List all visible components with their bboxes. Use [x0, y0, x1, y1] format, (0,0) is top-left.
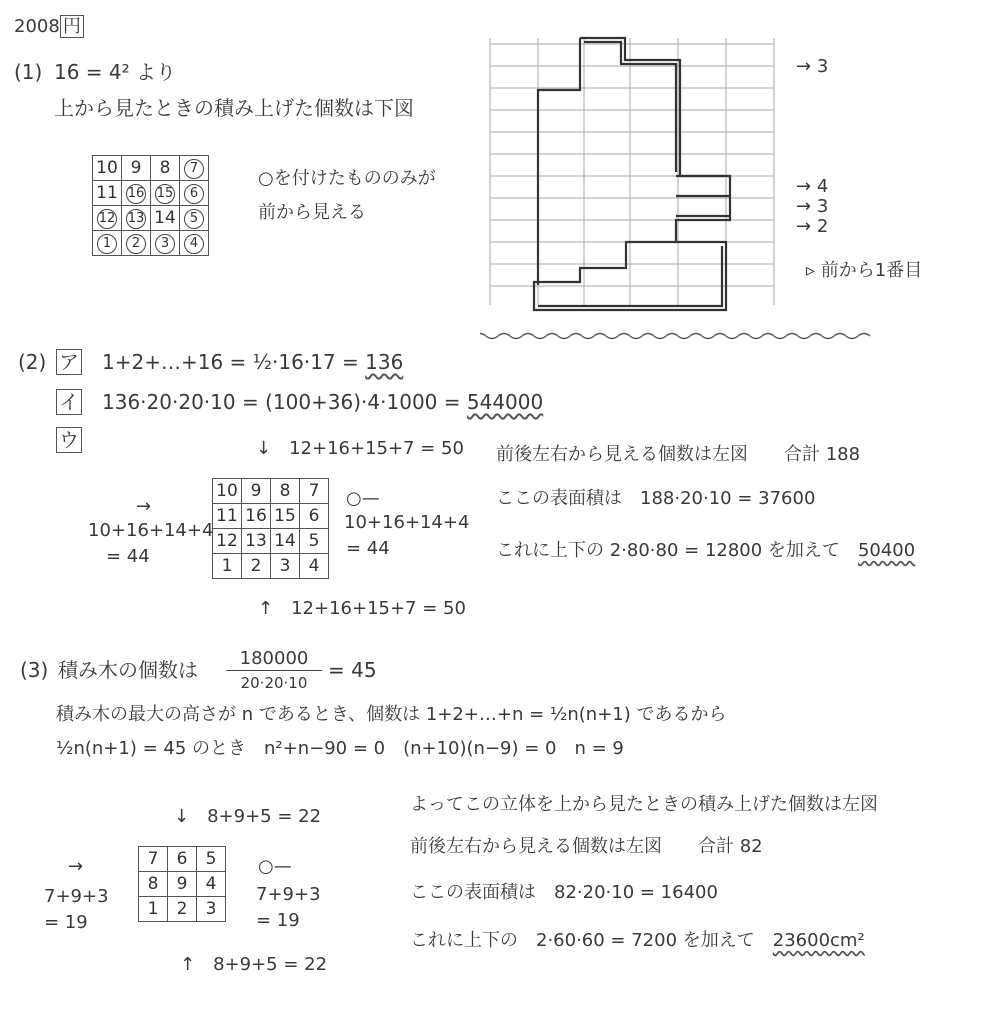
grid-cell — [122, 181, 151, 206]
grid-cell: 8 — [271, 479, 300, 504]
arrow-label-row2: → 4 — [796, 176, 829, 197]
q3-left-arrow: → — [68, 856, 84, 877]
circled-number: 4 — [184, 234, 204, 254]
q1-note-1: ○を付けたもののみが — [258, 168, 436, 189]
grid-cell: 13 — [242, 529, 271, 554]
q2-number: (2) — [18, 350, 47, 374]
q2-right-line-3: これに上下の 2·80·80 = 12800 を加えて 50400 — [496, 540, 916, 561]
circled-number: 13 — [126, 209, 146, 229]
grid-cell — [180, 206, 209, 231]
arrow-label-row4: → 2 — [796, 216, 829, 237]
q3-final-answer: 23600cm² — [772, 930, 865, 951]
grid-cell: 4 — [300, 554, 329, 579]
header-year: 2008 円 — [14, 18, 84, 36]
grid-cell: 8 — [151, 156, 180, 181]
q3-fraction-num: 180000 — [226, 650, 322, 671]
grid-cell: 11 — [213, 504, 242, 529]
q2-right-line-2: ここの表面積は 188·20·10 = 37600 — [496, 488, 816, 509]
arrow-label-row3: → 3 — [796, 196, 829, 217]
q2-b-equation: 136·20·20·10 = (100+36)·4·1000 = 544000 — [102, 390, 544, 414]
q3-right-sum-1: 7+9+3 — [256, 884, 321, 905]
grid-cell — [151, 181, 180, 206]
q3-right-line-3: ここの表面積は 82·20·10 = 16400 — [410, 882, 718, 903]
grid-cell: 1 — [139, 897, 168, 922]
header-mark: 円 — [60, 15, 84, 38]
grid-cell: 2 — [168, 897, 197, 922]
grid-cell: 15 — [271, 504, 300, 529]
q3-right-arrow: ○— — [258, 856, 292, 877]
circled-number: 5 — [184, 209, 204, 229]
grid-cell — [180, 231, 209, 256]
q2-grid — [212, 478, 329, 579]
grid-cell: 2 — [242, 554, 271, 579]
q3-fraction-result: = 45 — [328, 658, 377, 682]
grid-cell: 9 — [122, 156, 151, 181]
grid-cell: 6 — [300, 504, 329, 529]
grid-cell: 10 — [213, 479, 242, 504]
grid-cell: 5 — [197, 847, 226, 872]
q2-mark-b: イ — [56, 392, 82, 412]
grid-cell — [122, 206, 151, 231]
q1-line: 上から見たときの積み上げた個数は下図 — [54, 96, 414, 120]
grid-cell — [180, 181, 209, 206]
stack-sketch — [480, 30, 980, 350]
grid-cell: 3 — [197, 897, 226, 922]
circled-number: 6 — [184, 184, 204, 204]
q2-final-answer: 50400 — [857, 540, 916, 561]
front-label: ▹ 前から1番目 — [806, 260, 923, 281]
grid-cell — [93, 231, 122, 256]
circled-number: 15 — [155, 184, 175, 204]
grid-cell — [180, 156, 209, 181]
q3-number: (3) — [20, 658, 49, 682]
q3-right-sum-2: = 19 — [256, 910, 300, 931]
grid-cell: 8 — [139, 872, 168, 897]
grid-cell — [93, 206, 122, 231]
grid-cell — [122, 231, 151, 256]
q2-mark-c: ウ — [56, 430, 82, 450]
q3-left-sum-2: = 19 — [44, 912, 88, 933]
arrow-label-row1: → 3 — [796, 56, 829, 77]
circled-number: 12 — [97, 209, 117, 229]
q2-bottom-sum: ↑ 12+16+15+7 = 50 — [258, 598, 466, 619]
grid-cell: 7 — [139, 847, 168, 872]
grid-cell: 12 — [213, 529, 242, 554]
q3-top-sum: ↓ 8+9+5 = 22 — [174, 806, 322, 827]
q2-right-sum-2: = 44 — [346, 538, 390, 559]
q3-right-line-4: これに上下の 2·60·60 = 7200 を加えて 23600cm² — [410, 930, 865, 951]
q2-right-arrow: ○— — [346, 488, 380, 509]
q2-b-answer: 544000 — [466, 390, 544, 414]
q2-top-sum: ↓ 12+16+15+7 = 50 — [256, 438, 464, 459]
circled-number: 3 — [155, 234, 175, 254]
grid-cell: 4 — [197, 872, 226, 897]
grid-cell: 16 — [242, 504, 271, 529]
q1-note-2: 前から見える — [258, 202, 366, 223]
grid-cell: 6 — [168, 847, 197, 872]
q3-grid — [138, 846, 226, 922]
q2-left-sum-2: = 44 — [106, 546, 150, 567]
circled-number: 16 — [126, 184, 146, 204]
circled-number: 7 — [184, 159, 204, 179]
grid-cell: 9 — [242, 479, 271, 504]
q3-right-line-2: 前後左右から見える個数は左図 合計 82 — [410, 836, 763, 857]
q1-grid — [92, 155, 209, 256]
q3-right-line-1: よってこの立体を上から見たときの積み上げた個数は左図 — [410, 794, 878, 815]
q1-number: (1) — [14, 60, 43, 84]
grid-cell: 3 — [271, 554, 300, 579]
q2-right-sum-1: 10+16+14+4 — [344, 512, 470, 533]
grid-cell: 14 — [271, 529, 300, 554]
q3-line-1: 積み木の個数は — [58, 658, 198, 682]
grid-cell: 11 — [93, 181, 122, 206]
grid-cell: 14 — [151, 206, 180, 231]
q2-a-answer: 136 — [365, 350, 404, 374]
q2-left-sum-1: 10+16+14+4 — [88, 520, 214, 541]
grid-cell: 9 — [168, 872, 197, 897]
q3-fraction-den: 20·20·10 — [240, 674, 308, 692]
grid-cell: 7 — [300, 479, 329, 504]
q1-equation: 16 = 4² より — [54, 60, 177, 84]
q2-right-line-1: 前後左右から見える個数は左図 合計 188 — [496, 444, 861, 465]
q2-mark-a: ア — [56, 352, 82, 372]
q3-bottom-sum: ↑ 8+9+5 = 22 — [180, 954, 328, 975]
grid-cell: 10 — [93, 156, 122, 181]
grid-cell — [151, 231, 180, 256]
q3-line-3: ½n(n+1) = 45 のとき n²+n−90 = 0 (n+10)(n−9) = 0 n = 9 — [56, 738, 624, 759]
q2-a-equation: 1+2+…+16 = ½·16·17 = 136 — [102, 350, 404, 374]
q2-left-arrow: → — [136, 496, 152, 517]
circled-number: 2 — [126, 234, 146, 254]
grid-cell: 5 — [300, 529, 329, 554]
grid-cell: 1 — [213, 554, 242, 579]
q3-line-2: 積み木の最大の高さが n であるとき、個数は 1+2+…+n = ½n(n+1) であるから — [56, 704, 727, 725]
circled-number: 1 — [97, 234, 117, 254]
q3-left-sum-1: 7+9+3 — [44, 886, 109, 907]
